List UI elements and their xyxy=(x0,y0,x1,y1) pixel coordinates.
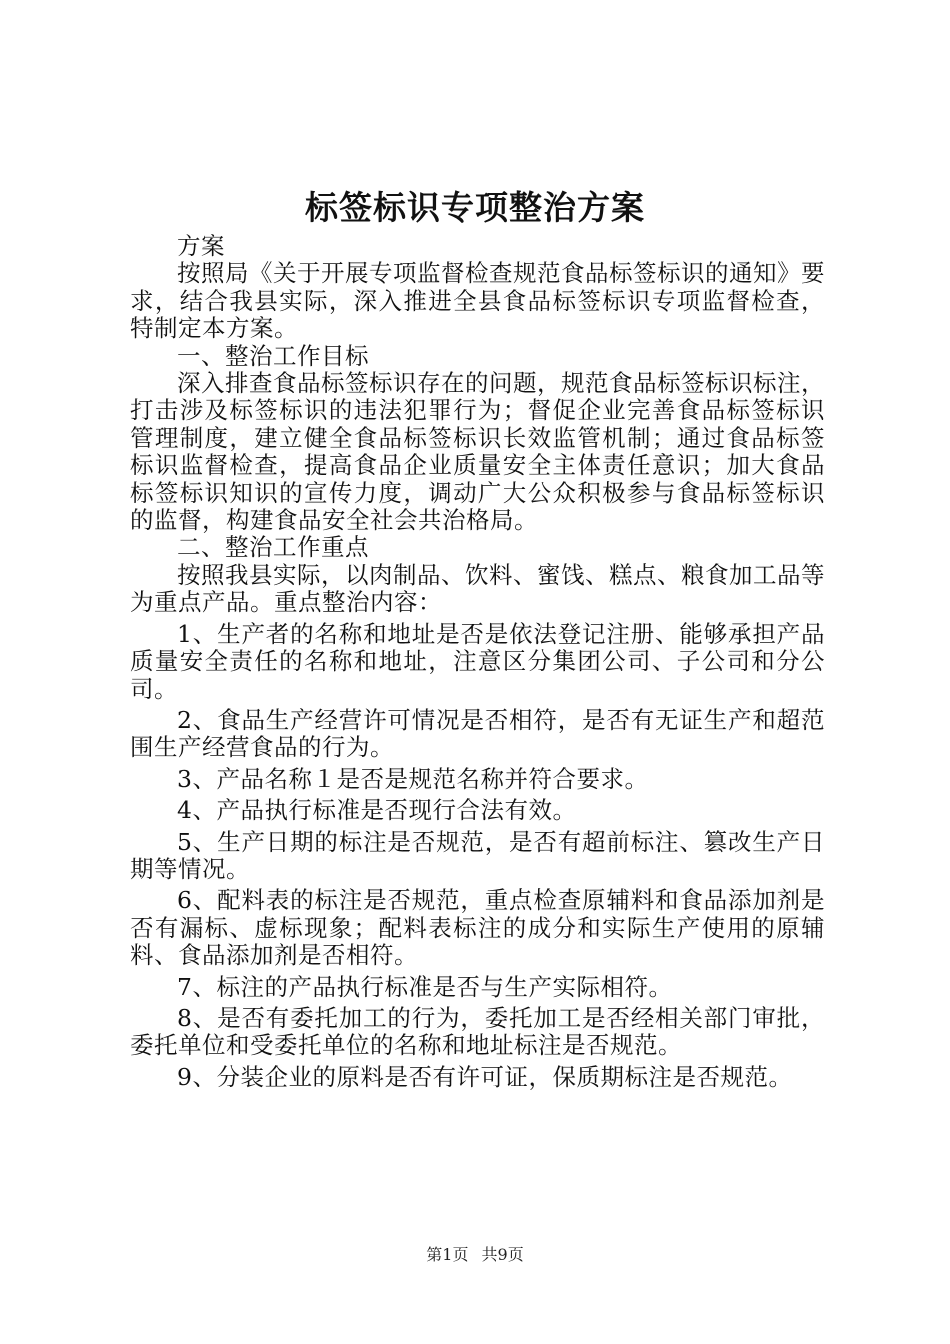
section-heading-focus: 二、整治工作重点 xyxy=(177,533,369,562)
list-item-5: 5、生产日期的标注是否规范，是否有超前标注、篡改生产日期等情况。 xyxy=(130,827,825,883)
list-item-2: 2、食品生产经营许可情况是否相符，是否有无证生产和超范围生产经营食品的行为。 xyxy=(130,705,825,762)
list-item-8: 8、是否有委托加工的行为，委托加工是否经相关部门审批，委托单位和受委托单位的名称和地址标注是否规范。 xyxy=(130,1003,825,1060)
list-item-6: 6、配料表的标注是否规范，重点检查原辅料和食品添加剂是否有漏标、虚标现象；配料表标注的成分和实际生产使用的原辅料、食品添加剂是否相符。 xyxy=(130,886,825,970)
list-item-4: 4、产品执行标准是否现行合法有效。 xyxy=(177,796,577,825)
list-item-1: 1、生产者的名称和地址是否是依法登记注册、能够承担产品质量安全责任的名称和地址，注意区分集团公司、子公司和分公司。 xyxy=(130,619,825,703)
paragraph-focus: 按照我县实际，以肉制品、饮料、蜜饯、糕点、粮食加工品等为重点产品。重点整治内容： xyxy=(130,560,825,617)
page-footer xyxy=(0,1243,950,1267)
document-body xyxy=(130,233,825,1091)
list-item-9: 9、分装企业的原料是否有许可证，保质期标注是否规范。 xyxy=(177,1062,793,1091)
page-number-current: 第1页 xyxy=(426,1245,469,1264)
paragraph-heading-fangan: 方案 xyxy=(177,232,225,260)
page-number-total: 共9页 xyxy=(481,1245,524,1264)
section-heading-goals: 一、整治工作目标 xyxy=(177,341,369,370)
document-title: 标签标识专项整治方案 xyxy=(305,188,645,227)
list-item-7: 7、标注的产品执行标准是否与生产实际相符。 xyxy=(177,972,673,1001)
paragraph-goals: 深入排查食品标签标识存在的问题，规范食品标签标识标注，打击涉及标签标识的违法犯罪行为；督促企业完善食品标签标识管理制度，建立健全食品标签标识长效监管机制；通过食品标签标识监督检查，提高食品企业质量安全主体责任意识；加大食品标签标识知识的宣传力度，调动广大公众积极参与食品标签标识的监督，构建食品安全社会共治格局。 xyxy=(130,369,825,535)
paragraph-intro: 按照局《关于开展专项监督检查规范食品标签标识的通知》要求，结合我县实际，深入推进全县食品标签标识专项监督检查，特制定本方案。 xyxy=(130,259,825,343)
list-item-3: 3、产品名称１是否是规范名称并符合要求。 xyxy=(177,764,649,793)
